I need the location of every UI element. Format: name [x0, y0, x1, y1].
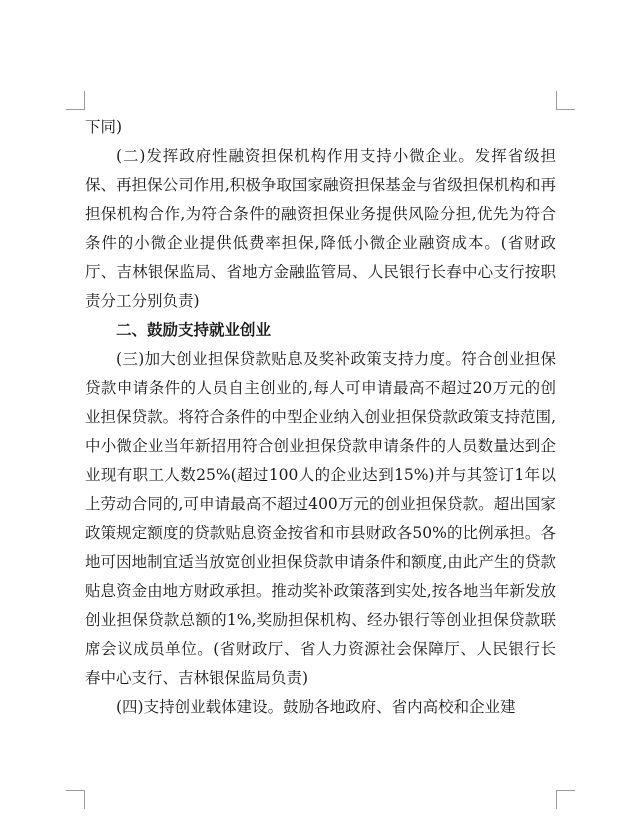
- corner-mark-top-right: [556, 91, 575, 110]
- paragraph-entrepreneurship: (三)加大创业担保贷款贴息及奖补政策支持力度。符合创业担保贷款申请条件的人员自主创业的,每人可申请最高不超过20万元的创业担保贷款。将符合条件的中型企业纳入创业担保贷款政策支持范围,中小微企业当年新招用符合创业担保贷款申请条件的人员数量达到企业现有职工人数25%(超过100人的企业达到15%)并与其签订1年以上劳动合同的,可申请最高不超过400万元的创业担保贷款。超出国家政策规定额度的贷款贴息资金按省和市县财政各50%的比例承担。各地可因地制宜适当放宽创业担保贷款申请条件和额度,由此产生的贷款贴息资金由地方财政承担。推动奖补政策落到实处,按各地当年新发放创业担保贷款总额的1%,奖励担保机构、经办银行等创业担保贷款联席会议成员单位。(省财政厅、省人力资源社会保障厅、人民银行长春中心支行、吉林银保监局负责): [85, 350, 556, 687]
- corner-mark-bottom-right: [556, 790, 575, 809]
- paragraph-carrier: (四)支持创业载体建设。鼓励各地政府、省内高校和企业建: [116, 698, 516, 716]
- section-heading: 二、鼓励支持就业创业: [116, 321, 272, 339]
- paragraph-guarantee: (二)发挥政府性融资担保机构作用支持小微企业。发挥省级担保、再担保公司作用,积极争取国家融资担保基金与省级担保机构和再担保机构合作,为符合条件的融资担保业务提供风险分担,优先为符合条件的小微企业提供低费率担保,降低小微企业融资成本。(省财政厅、吉林银保监局、省地方金融监管局、人民银行长春中心支行按职责分工分别负责): [85, 147, 556, 310]
- continuation-line: 下同): [85, 118, 123, 136]
- corner-mark-bottom-left: [66, 790, 85, 809]
- corner-mark-top-left: [66, 91, 85, 110]
- document-body: [85, 113, 556, 722]
